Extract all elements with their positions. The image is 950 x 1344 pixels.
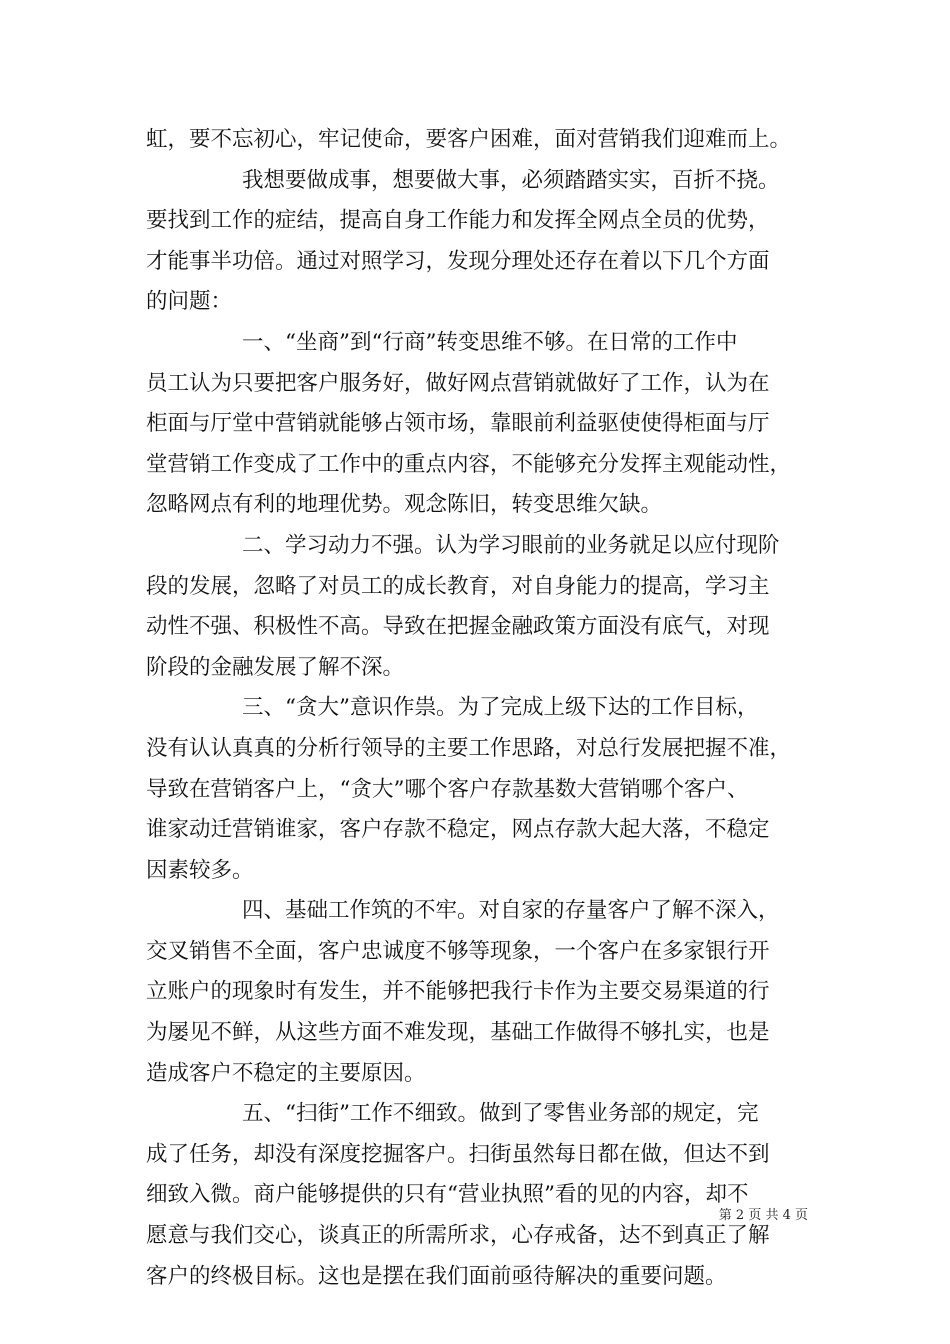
- paragraph-start: 三、“贪大”意识作祟。为了完成上级下达的工作目标，: [242, 695, 759, 721]
- text-line: 的问题：: [146, 289, 233, 315]
- text-line: 因素较多。: [146, 857, 254, 883]
- text-line: 谁家动迁营销谁家，客户存款不稳定，网点存款大起大落，不稳定: [146, 817, 770, 843]
- text-line: 导致在营销客户上，“贪大”哪个客户存款基数大营销哪个客户、: [146, 776, 749, 802]
- paragraph-start: 四、基础工作筑的不牢。对自家的存量客户了解不深入，: [242, 898, 780, 924]
- page-number-footer: 第 2 页 共 4 页: [718, 1208, 808, 1223]
- text-line: 愿意与我们交心，谈真正的所需所求，心存戒备，达不到真正了解: [146, 1223, 770, 1249]
- text-line: 成了任务，却没有深度挖掘客户。扫街虽然每日都在做，但达不到: [146, 1141, 770, 1167]
- paragraph-start: 五、“扫街”工作不细致。做到了零售业务部的规定，完: [242, 1101, 759, 1127]
- text-line: 为屡见不鲜，从这些方面不难发现，基础工作做得不够扎实，也是: [146, 1020, 770, 1046]
- text-line: 没有认认真真的分析行领导的主要工作思路，对总行发展把握不准，: [146, 735, 792, 761]
- text-line: 交叉销售不全面，客户忠诚度不够等现象，一个客户在多家银行开: [146, 938, 770, 964]
- text-line: 立账户的现象时有发生，并不能够把我行卡作为主要交易渠道的行: [146, 979, 770, 1005]
- body-text: [146, 120, 810, 1297]
- text-line: 段的发展，忽略了对员工的成长教育，对自身能力的提高，学习主: [146, 573, 770, 599]
- text-line: 虹，要不忘初心，牢记使命，要客户困难，面对营销我们迎难而上。: [146, 127, 792, 152]
- text-line: 要找到工作的症结，提高自身工作能力和发挥全网点全员的优势，: [146, 208, 770, 234]
- text-line: 柜面与厅堂中营销就能够占领市场，靠眼前利益驱使使得柜面与厅: [146, 411, 770, 437]
- text-line: 造成客户不稳定的主要原因。: [146, 1060, 426, 1086]
- text-line: 客户的终极目标。这也是摆在我们面前亟待解决的重要问题。: [146, 1263, 727, 1289]
- text-line: 忽略网点有利的地理优势。观念陈旧，转变思维欠缺。: [146, 492, 663, 518]
- text-line: 阶段的金融发展了解不深。: [146, 654, 405, 680]
- text-line: 堂营销工作变成了工作中的重点内容，不能够充分发挥主观能动性，: [146, 451, 792, 477]
- text-line: 才能事半功倍。通过对照学习，发现分理处还存在着以下几个方面: [146, 248, 770, 274]
- text-line: 细致入微。商户能够提供的只有“营业执照”看的见的内容，却不: [146, 1182, 749, 1208]
- text-line: 员工认为只要把客户服务好，做好网点营销就做好了工作，认为在: [146, 370, 770, 396]
- paragraph-start: 我想要做成事，想要做大事，必须踏踏实实，百折不挠。: [242, 167, 780, 193]
- paragraph-start: 二、学习动力不强。认为学习眼前的业务就足以应付现阶: [242, 532, 780, 558]
- paragraph-start: 一、“坐商”到“行商”转变思维不够。在日常的工作中: [242, 329, 738, 355]
- text-line: 动性不强、积极性不高。导致在把握金融政策方面没有底气，对现: [146, 614, 770, 640]
